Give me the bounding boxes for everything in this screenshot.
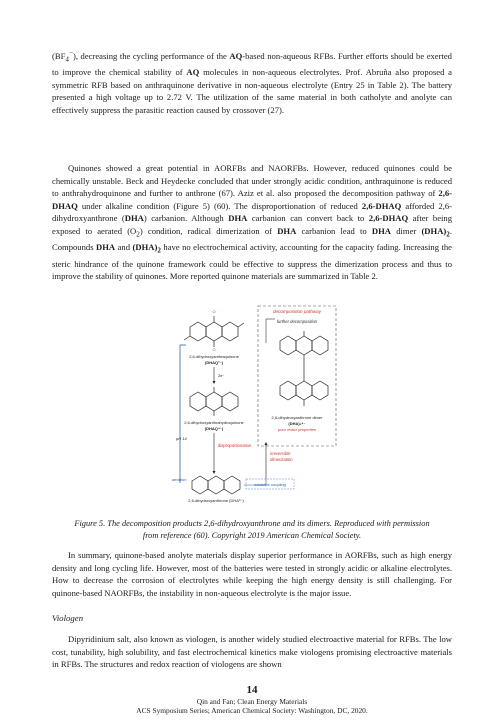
- text-run: and: [115, 242, 133, 253]
- footer-line-1: Qin and Fan; Clean Energy Materials: [196, 697, 308, 706]
- subscript: 4: [65, 55, 69, 64]
- text-run: Quinones showed a great potential in AORFBs and NAORFBs. However, reduced quinones could be chemically unstable. Beck and Heydecke concluded that under strongly acidic condition, anthraquinone is reduced to anthrahydroquinone and further to anthrone (67). Aziz et al. also proposed the decomposition pathway of: [52, 163, 452, 199]
- text-run: afforded 2,6-dihydroxyanthrone (: [52, 200, 452, 224]
- bold-term: 2,6-DHAQ: [361, 200, 402, 211]
- bold-term: AQ: [229, 50, 243, 61]
- paragraph-3: In summary, quinone-based anolyte materials display superior performance in AORFBs, such as high energy density and long cycling life. However, most of the batteries were tested in strongly acidic or alkaline electrolytes. How to decrease the corrosion of electrolytes while keeping the high energy density is still challenging. For quinone-based NAORFBs, the instability in non-aqueous electrolyte is the major issue.: [52, 550, 452, 598]
- dhaq-code: (DHAQ²⁻): [205, 360, 223, 365]
- superscript: −: [68, 49, 73, 57]
- text-run: have no electrochemical activity, accounting for the capacity fading. Increasing the steric hindrance of the quinone framework could be effective to suppress the dimerization process and thus to improve the stability of quinones. More reported quinone materials are summarized in Table 2.: [52, 242, 452, 282]
- bold-term: (DHA): [421, 225, 447, 236]
- irreversible-label: irreversible: [270, 451, 291, 456]
- text-run: carbanion lead to: [296, 225, 372, 236]
- text-run: ), decreasing the cycling performance of the: [73, 50, 230, 61]
- dimerization-label: dimerization: [270, 457, 293, 462]
- bold-term: DHA: [96, 242, 116, 253]
- ph-label: pH 14: [176, 436, 187, 441]
- disproportionation-label: disproportionation: [218, 443, 252, 448]
- text-run: ) condition, radical dimerization of: [139, 225, 278, 236]
- footer-line-2: ACS Symposium Series; American Chemical Society: Washington, DC, 2020.: [136, 706, 368, 715]
- dimer-name: 2,6-dihydroxyanthrone dimer: [271, 415, 323, 420]
- text-run: -based non-aqueous RFBs. Further efforts should be exerted to improve the chemical stability of: [52, 50, 452, 78]
- text-run: carbanion can convert back to: [247, 213, 369, 224]
- further-label: further decomposition: [276, 319, 318, 324]
- decomposition-scheme-svg: [170, 303, 338, 505]
- paragraph-2: [52, 162, 452, 283]
- oxygen-label: O: [212, 309, 216, 314]
- bold-term: DHA: [277, 225, 297, 236]
- paragraph-4: Dipyridinium salt, also known as viologen, is another widely studied electroactive material for RFBs. The low cost, tunability, high solubility, and fast electrochemical kinetics make viologens promising electroactive materials in RFBs. The structures and redox reaction of viologens are shown: [52, 634, 452, 670]
- pathway-label: decomposition pathway: [272, 309, 322, 314]
- figure-5-scheme: [170, 303, 338, 505]
- page-number: 14: [246, 684, 258, 696]
- bold-term: DHA: [371, 225, 392, 236]
- dha-name: 2,6-dihydroxyanthrone (DHA³⁻): [188, 498, 244, 503]
- bold-term: 2,6-DHAQ: [368, 213, 409, 224]
- electron-label: 2e⁻: [218, 373, 225, 378]
- bold-term: DHA: [228, 213, 248, 224]
- text-run: . Compounds: [52, 225, 452, 253]
- caption-line: from reference (60). Copyright 2019 American Chemical Society.: [142, 531, 362, 540]
- text-run: molecules in non-aqueous electrolytes. Prof. Abruña also proposed a symmetric RFB based on anthraquinone derivative in non-aqueous electrolyte (Entry 25 in Table 2). The battery presented a high voltage up to 2.72 V. The utilization of the same material in both catholyte and anolyte can effectively suppress the parasitic reaction caused by crossover (27).: [52, 67, 452, 115]
- paragraph-1: [52, 47, 452, 117]
- text-run: ) carbanion. Although: [143, 213, 229, 224]
- subscript: 2: [446, 230, 450, 239]
- reduced-name: 2,6-dihydroxyanthrahydroquinone: [184, 420, 244, 425]
- text-run: after being exposed to aerated (O: [52, 213, 453, 236]
- bold-term: (DHA): [132, 242, 158, 253]
- dimer-code: (DHA)₂⁴⁻: [288, 421, 306, 426]
- text-run: under alkaline condition (Figure 5) (60). The disproportionation of reduced: [77, 200, 362, 211]
- reduced-code: (DHAQ⁴⁻): [204, 426, 224, 431]
- bold-term: 2,6-DHAQ: [52, 188, 452, 211]
- oxidative-label: oxidative coupling: [254, 482, 286, 487]
- poor-redox-label: poor redox properties: [277, 427, 317, 432]
- figure-caption: [52, 518, 452, 542]
- subscript: 2: [136, 230, 140, 239]
- text-run: dimer: [391, 225, 422, 236]
- section-heading: Viologen: [52, 613, 84, 623]
- caption-line: Figure 5. The decomposition products 2,6-dihydroxyanthrone and its dimers. Reproduced with permission: [74, 519, 430, 528]
- text-run: (BF: [52, 50, 66, 61]
- aeration-label: aeration: [172, 477, 187, 482]
- bold-term: DHA: [124, 213, 144, 224]
- oxygen-label: O: [212, 347, 216, 352]
- subscript: 2: [157, 247, 161, 255]
- dhaq-name: 2,6-dihydroxyanthraquinone: [189, 354, 239, 359]
- bold-term: AQ: [186, 67, 200, 78]
